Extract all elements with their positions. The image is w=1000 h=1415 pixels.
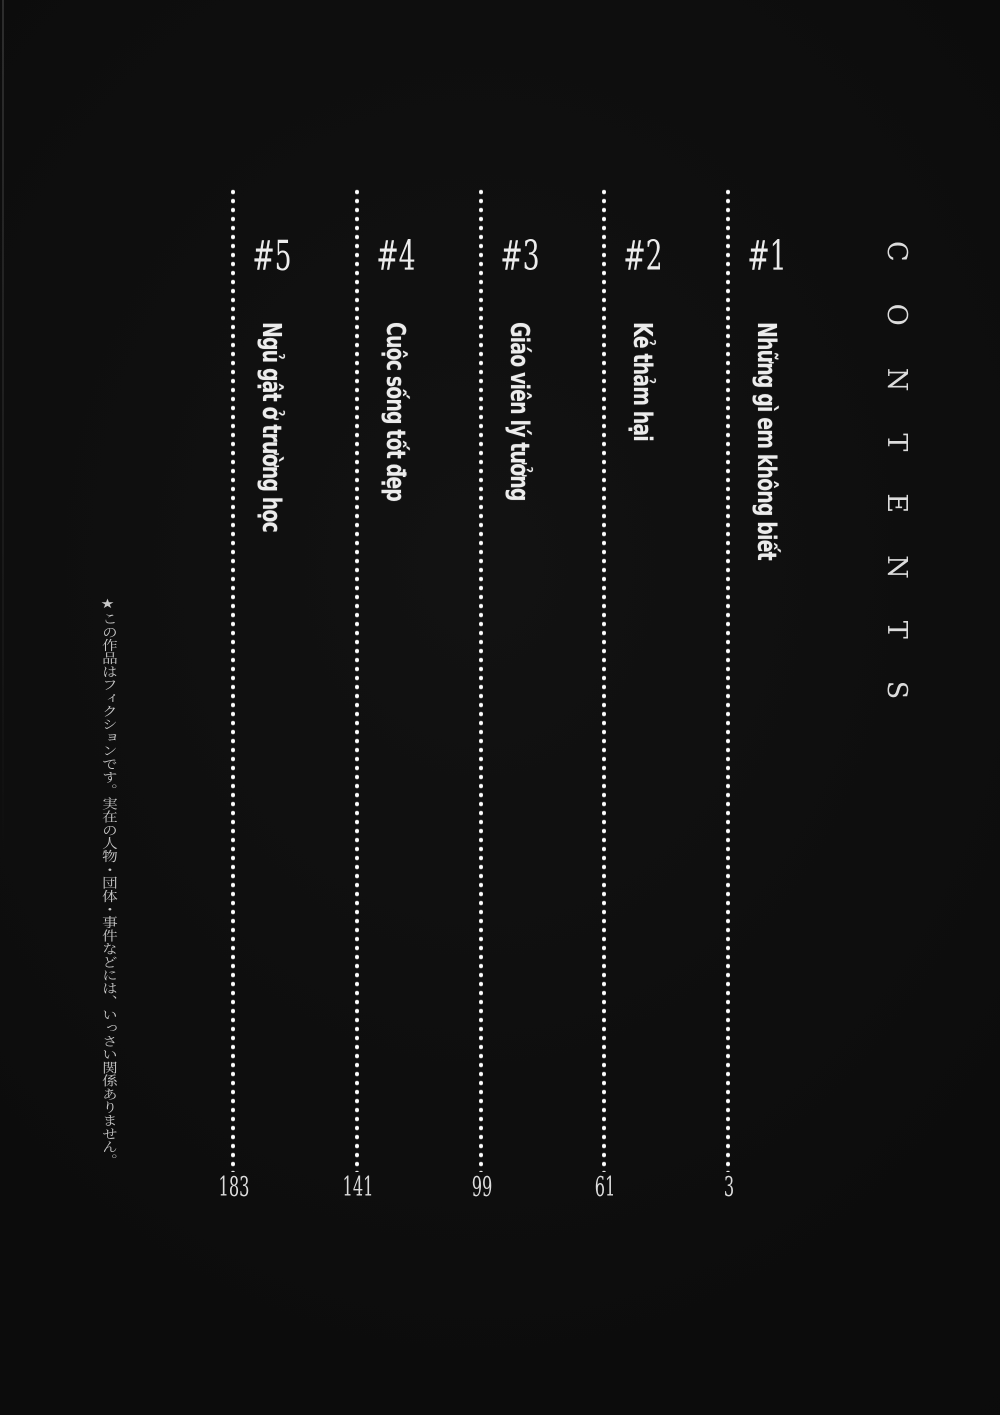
chapter-title: Những gì em không biết [750, 322, 781, 560]
fiction-disclaimer-text: ★この作品はフィクションです。実在の人物・団体・事件などには、いっさい関係ありません。 [98, 597, 117, 1167]
contents-vertical-title: CONTENTS [881, 241, 913, 742]
chapter-number: #5 [252, 232, 292, 280]
chapter-title: Ngủ gật ở trường học [255, 322, 286, 532]
leader-dotted-line [726, 188, 730, 1172]
chapter-title: Giáo viên lý tưởng [503, 322, 534, 501]
chapter-title: Kẻ thảm hại [626, 322, 657, 441]
chapter-number: #4 [376, 232, 416, 280]
leader-dotted-line [355, 188, 359, 1172]
chapter-number: #1 [747, 232, 787, 280]
chapter-page-number: 183 [218, 1172, 250, 1203]
chapter-number: #2 [623, 232, 663, 280]
leader-dotted-line [231, 188, 235, 1172]
leader-dotted-line [479, 188, 483, 1172]
chapter-page-number: 141 [342, 1172, 374, 1203]
chapter-page-number: 99 [471, 1172, 493, 1203]
scan-edge-artifact [2, 0, 4, 870]
chapter-page-number: 61 [594, 1172, 616, 1203]
leader-dotted-line [602, 188, 606, 1172]
chapter-title: Cuộc sống tốt đẹp [379, 322, 410, 501]
chapter-page-number: 3 [723, 1172, 735, 1203]
chapter-number: #3 [500, 232, 540, 280]
